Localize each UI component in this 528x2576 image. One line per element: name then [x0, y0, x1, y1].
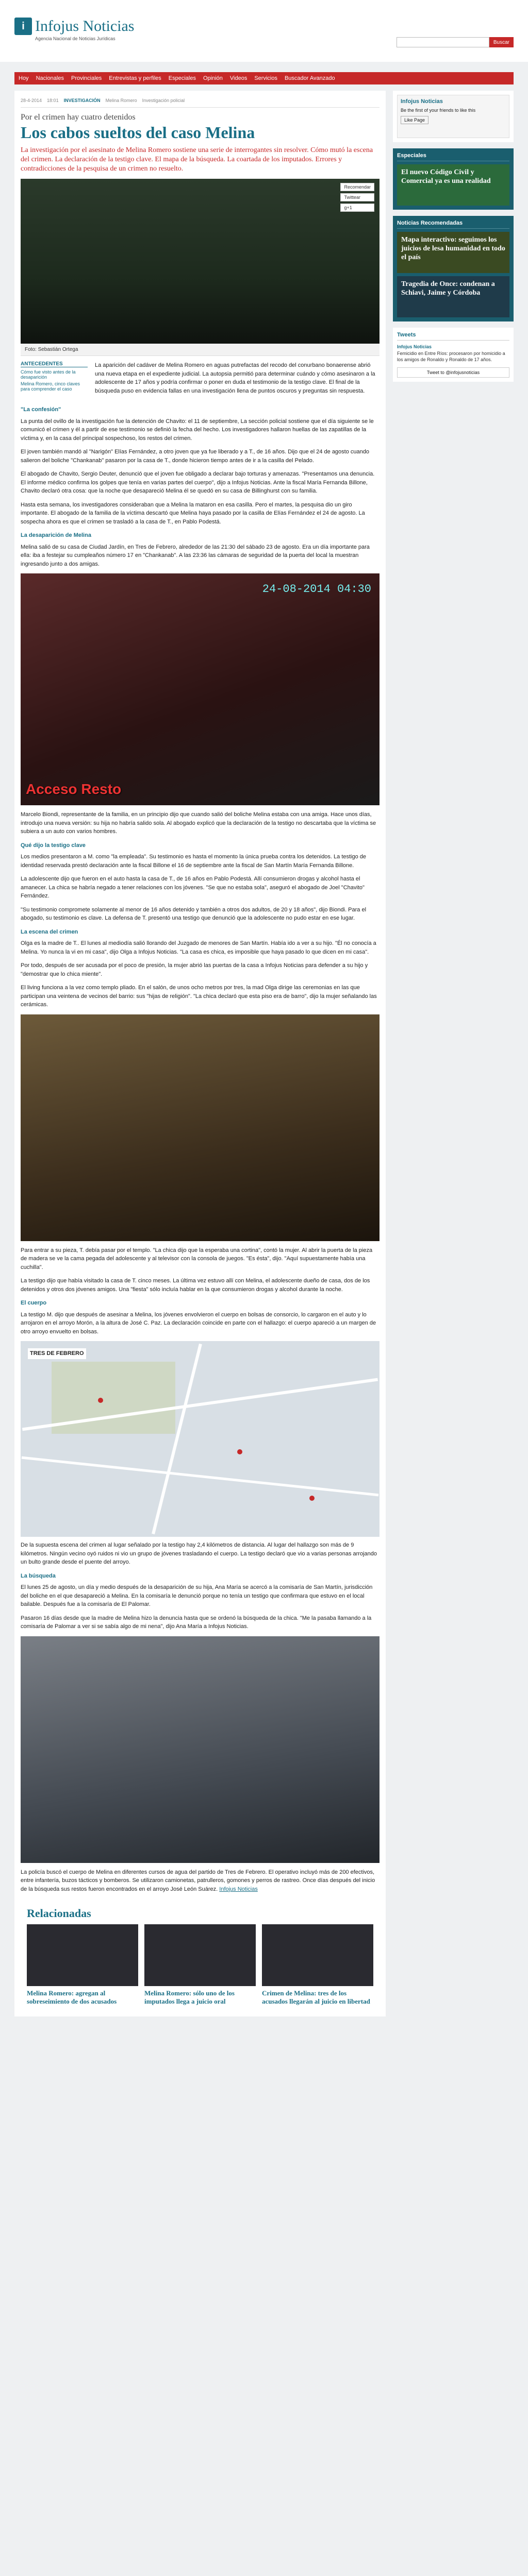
main-photo	[21, 179, 380, 344]
paragraph: "Su testimonio compromete solamente al menor de 16 años detenido y también a otros dos adultos, de 20 y 18 años", dijo Biondi. Para el abogado, su testimonio es clave. La defensa de T. presentó una testigo que denunció que la adolescente no pudo estar en ese lugar.	[21, 906, 367, 922]
paragraph: El lunes 25 de agosto, un día y medio después de la desaparición de su hija, Ana María se acercó a la comisaría de San Martín, jurisdicción del boliche en el que desapareció a Melina. En la comisaría le denunció porque no tenía un testigo que confirmara que estuvo en el local bailable. Después fue a la comisaría de El Palomar.	[21, 1584, 373, 1608]
paragraph: La adolescente dijo que fueron en el auto hasta la casa de T., de 16 años en Pablo Podestá. Allí consumieron drogas y alcohol hasta el amanecer. La chica se habría negado a tener relaciones con los jóvenes. "Se que no estaba sola", aseguró el abogado de Joel "Chavito" Fernández.	[21, 876, 365, 900]
related-link[interactable]: Cómo fue visto antes de la desaparición	[21, 369, 76, 380]
nav-item-provinciales[interactable]: Provinciales	[71, 75, 102, 81]
nav-item-nacionales[interactable]: Nacionales	[36, 75, 64, 81]
tag-link[interactable]: Melina Romero	[105, 98, 137, 103]
facebook-box	[397, 95, 509, 138]
related-section	[21, 1902, 380, 2011]
related-card-title[interactable]: Melina Romero: agregan al sobreseimiento de dos acusados	[27, 1989, 117, 2006]
living-room-photo	[21, 1014, 380, 1241]
paragraph: La testigo dijo que había visitado la casa de T. cinco meses. La última vez estuvo allí con Melina, el adolescente dueño de casa, dos de los detenidos y otros dos jóvenes amigos. Una "fiesta" sólo incluía hablar en la que consumieron drogas y alcohol durante la noche.	[21, 1278, 370, 1293]
section-tag[interactable]: INVESTIGACIÓN	[63, 98, 101, 103]
recomendadas-heading: Noticias Recomendadas	[397, 220, 509, 229]
logo-mark: i	[14, 18, 32, 35]
related-card[interactable]	[262, 1924, 373, 2006]
map-pin	[237, 1449, 242, 1454]
article-body-wrap	[21, 361, 380, 400]
logo-subtitle: Agencia Nacional de Noticias Jurídicas	[35, 36, 116, 41]
recomendada-banner[interactable]: Mapa interactivo: seguimos los juicios de lesa humanidad en todo el país	[397, 232, 509, 273]
main-nav	[14, 72, 514, 84]
paragraph: Los medios presentaron a M. como "la empleada". Su testimonio es hasta el momento la única prueba contra los detenidos. La testigo de identidad reservada prestó declaración ante la fiscal Billone el 16 de septiembre ante la fiscal de San Martín María Fernanda Billone.	[21, 854, 367, 869]
nav-item-buscador[interactable]: Buscador Avanzado	[284, 75, 335, 81]
map-pin	[309, 1496, 315, 1501]
nav-item-hoy[interactable]: Hoy	[19, 75, 29, 81]
related-card[interactable]	[144, 1924, 256, 2006]
video-timestamp: 24-08-2014 04:30	[262, 583, 371, 596]
tweets-box	[393, 328, 514, 382]
paragraph: Olga es la madre de T.. El lunes al mediodía salió llorando del Juzgado de menores de San Martín. Había ido a ver a su hijo. "Él no conocía a Melina. Yo nunca la vi en mi casa", dijo Olga a Infojus Noticias. "La casa es chica, es imposible que haya pasado lo que dicen en mi casa".	[21, 940, 376, 955]
paragraph: Para entrar a su pieza, T. debía pasar por el templo. "La chica dijo que la esperaba una cortina", contó la mujer. Al abrir la puerta de la pieza de madera se ve la cama pegada del adolescente y al televisor con la consola de juegos. "Es ésta", dijo. "Aquí supuestamente había una cuchilla".	[21, 1247, 373, 1270]
article-body-full	[21, 405, 380, 1893]
article-time: 18:01	[47, 98, 59, 103]
article-date: 28-4-2014	[21, 98, 42, 103]
site-logo[interactable]	[14, 18, 135, 41]
paragraph: Marcelo Biondi, representante de la familia, en un principio dijo que cuando salió del boliche Melina estaba con una amiga. Hace unos días, introdujo una nueva versión: su hija no habría salido sola. Al abogado explicó que la declaración de la testigo no descartaba que la víctima se subiera a un auto con varios hombres.	[21, 811, 376, 835]
facebook-like-button[interactable]: Like Page	[401, 116, 428, 124]
sidebar	[393, 91, 514, 2016]
breadcrumb	[21, 96, 380, 108]
map-label: TRES DE FEBRERO	[28, 1348, 86, 1359]
related-card-image	[262, 1924, 373, 1986]
nav-item-servicios[interactable]: Servicios	[254, 75, 277, 81]
share-buttons	[340, 183, 374, 212]
section-heading: La búsqueda	[21, 1572, 56, 1579]
paragraph: La policía buscó el cuerpo de Melina en diferentes cursos de agua del partido de Tres de Febrero. El operativo incluyó más de 200 efectivos, entre infantería, buzos tácticos y bomberos. Se utilizaron camionetas, patrulleros, gomones y perros de rastreo. Once días después del inicio de la búsqueda sus restos fueron encontrados en el arroyo José León Suárez. Infojus Noticias	[21, 1869, 375, 1892]
section-heading: Qué dijo la testigo clave	[21, 842, 86, 849]
article-body	[95, 361, 380, 400]
tweets-heading: Tweets	[397, 332, 509, 341]
paragraph: De la supuesta escena del crimen al lugar señalado por la testigo hay 2,4 kilómetros de distancia. Al lugar del hallazgo son más de 9 kilómetros. Ningún vecino oyó ruidos ni vio un grupo de jóvenes trasladando el cuerpo. La testigo declaró que vio a varias personas arrojando un bulto grande desde el puente del arroyo.	[21, 1542, 377, 1566]
share-gplus-button[interactable]: g+1	[340, 204, 374, 212]
section-heading: La desaparición de Melina	[21, 532, 91, 539]
inline-link[interactable]: Infojus Noticias	[219, 1886, 258, 1892]
tag-link[interactable]: Investigación policial	[142, 98, 185, 103]
facebook-page-name: Infojus Noticias	[401, 98, 443, 105]
mother-photo	[21, 1636, 380, 1863]
related-links-box	[21, 361, 88, 400]
related-card-image	[144, 1924, 256, 1986]
nav-item-entrevistas[interactable]: Entrevistas y perfiles	[109, 75, 161, 81]
map-road	[22, 1456, 379, 1497]
security-camera-still	[21, 573, 380, 805]
recomendada-banner[interactable]: Tragedia de Once: condenan a Schiavi, Jaime y Córdoba	[397, 276, 509, 317]
tweet-text: Femicidio en Entre Ríos: procesaron por homicidio a los amigos de Ronaldo y Ronaldo de 17 años.	[397, 350, 505, 363]
related-heading: Relacionadas	[27, 1907, 91, 1920]
facebook-widget	[393, 91, 514, 142]
article-lead: La investigación por el asesinato de Melina Romero sostiene una serie de interrogantes sin resolver. Cómo mutó la escena del crimen. La declaración de la testigo clave. El mapa de la búsqueda. La coartada de los imputados. Errores y contradicciones de la pesquisa de un crimen no resuelto.	[21, 146, 373, 173]
section-heading: "La confesión"	[21, 406, 61, 413]
paragraph: La punta del ovillo de la investigación fue la detención de Chavito: el 11 de septiembre, La sección policial sostiene que el día siguiente se le comunicó el crimen y él a partir de ese testimonio se definió la fecha del hecho. Los investigadores hallaron huellas de las zapatillas de la víctima y, en la casa del principal sospechoso, los restos del crimen.	[21, 418, 374, 442]
facebook-like-text: Be the first of your friends to like this	[401, 108, 476, 113]
share-facebook-button[interactable]: Recomendar	[340, 183, 374, 191]
nav-item-videos[interactable]: Videos	[229, 75, 248, 81]
paragraph: El abogado de Chavito, Sergio Deuter, denunció que el joven fue obligado a declarar bajo torturas y amenazas. "Presentamos una denuncia. El informe médico confirma los golpes que tenía en varias partes del cuerpo", dijo a Infojus Noticias. Ante la fiscal María Fernanda Billone, Chavito declaró otra cosa: que la noche que desapareció Melina él se quedó en su casa de Billinghurst con su familia.	[21, 471, 375, 495]
especiales-heading: Especiales	[397, 152, 509, 161]
related-row	[27, 1924, 373, 2006]
video-label: Acceso Resto	[26, 781, 122, 798]
related-card-image	[27, 1924, 138, 1986]
paragraph: La aparición del cadáver de Melina Romero en aguas putrefactas del recodo del conurbano bonaerense abrió una nueva etapa en el expediente judicial. La autopsia permitió para determinar cuándo y cómo asesinaron a la adolescente de 17 años y podría confirmar o poner en duda el testimonio de la testigo clave. El final de la búsqueda puso en evidencia fallas en una investigación llena de puntos oscuros y preguntas sin respuesta.	[95, 362, 375, 394]
paragraph: Pasaron 16 días desde que la madre de Melina hizo la denuncia hasta que se ordenó la búsqueda de la chica. "Me la pasaba llamando a la comisaría de Palomar a ver si se sabía algo de mi nena", dijo Ana María a Infojus Noticias.	[21, 1615, 372, 1630]
especial-banner[interactable]: El nuevo Código Civil y Comercial ya es una realidad	[397, 164, 509, 206]
related-card[interactable]	[27, 1924, 138, 2006]
especiales-box	[393, 148, 514, 210]
share-twitter-button[interactable]: Twittear	[340, 193, 374, 201]
article-title: Los cabos sueltos del caso Melina	[21, 123, 255, 142]
logo-text: Infojus Noticias	[35, 18, 135, 35]
related-links-heading: ANTECEDENTES	[21, 361, 88, 367]
section-heading: El cuerpo	[21, 1300, 47, 1307]
tweet-user[interactable]: Infojus Noticias	[397, 344, 432, 349]
article-column	[14, 91, 386, 2016]
nav-item-opinion[interactable]: Opinión	[203, 75, 223, 81]
paragraph: La testigo M. dijo que después de asesinar a Melina, los jóvenes envolvieron el cuerpo en bolsas de consorcio, lo cargaron en el auto y lo arrojaron en el arroyo Morón, a la altura de José C. Paz. La declaración coincide en parte con el hallazgo: el cuerpo apareció a un margen de otro arroyo envuelto en bolsas.	[21, 1311, 376, 1335]
tweet	[397, 344, 509, 363]
search-button[interactable]: Buscar	[489, 37, 514, 47]
paragraph: Por todo, después de ser acusada por el poco de presión, la mujer abrió las puertas de la casa a Infojus Noticias para defender a su hijo y "demostrar que lo chica miente".	[21, 962, 368, 977]
tweet-to-button[interactable]: Tweet to @infojusnoticias	[397, 367, 509, 378]
content-wrap	[14, 91, 514, 2016]
search-input[interactable]	[397, 37, 489, 47]
related-card-title[interactable]: Melina Romero: sólo uno de los imputados llega a juicio oral	[144, 1989, 235, 2006]
site-header	[0, 0, 528, 62]
photo-caption: Foto: Sebastián Ortega	[21, 344, 380, 356]
search-form	[397, 37, 514, 47]
section-heading: La escena del crimen	[21, 928, 78, 935]
paragraph: El joven también mandó al "Narigón" Elías Fernández, a otro joven que ya fue liberado y a T., de 16 años. Dijo que el 24 de agosto cuando salieron del boliche "Chankanab" pasaron por la casa de T., donde hicieron tiempo antes de ir a la casilla del Pelado.	[21, 449, 369, 464]
related-link[interactable]: Melina Romero, cinco claves para comprender el caso	[21, 381, 80, 392]
related-card-title[interactable]: Crimen de Melina: tres de los acusados llegarán al juicio en libertad	[262, 1989, 370, 2006]
search-map	[21, 1341, 380, 1537]
recomendadas-box	[393, 216, 514, 321]
article-pretitle: Por el crimen hay cuatro detenidos	[21, 113, 136, 122]
nav-item-especiales[interactable]: Especiales	[168, 75, 196, 81]
paragraph: Melina salió de su casa de Ciudad Jardín, en Tres de Febrero, alrededor de las 21:30 del sábado 23 de agosto. Era un día importante para ella: iba a festejar su cumpleaños número 17 en "Chankanab". A las 23:36 las cámaras de seguridad de la puerta del local la muestran ingresando junto a dos amigas.	[21, 544, 370, 567]
paragraph: Hasta esta semana, los investigadores consideraban que a Melina la mataron en esa casilla. Pero el martes, la pesquisa dio un giro importante. El abogado de la familia de la víctima descartó que Melina haya pasado por la casilla de Elías Fernández el 24 de agosto. La sospecha ahora es que el crimen se trasladó a la casa de T., en Pablo Podestá.	[21, 501, 365, 525]
paragraph: El living funciona a la vez como templo pliado. En el salón, de unos ocho metros por tres, la mad Olga dirige las ceremonias en las que participan una veintena de vecinos del barrio: sus "hijas de religión". "La chica declaró que esta piso era de barro", dijo la mujer señalando las cerámicas.	[21, 985, 377, 1008]
